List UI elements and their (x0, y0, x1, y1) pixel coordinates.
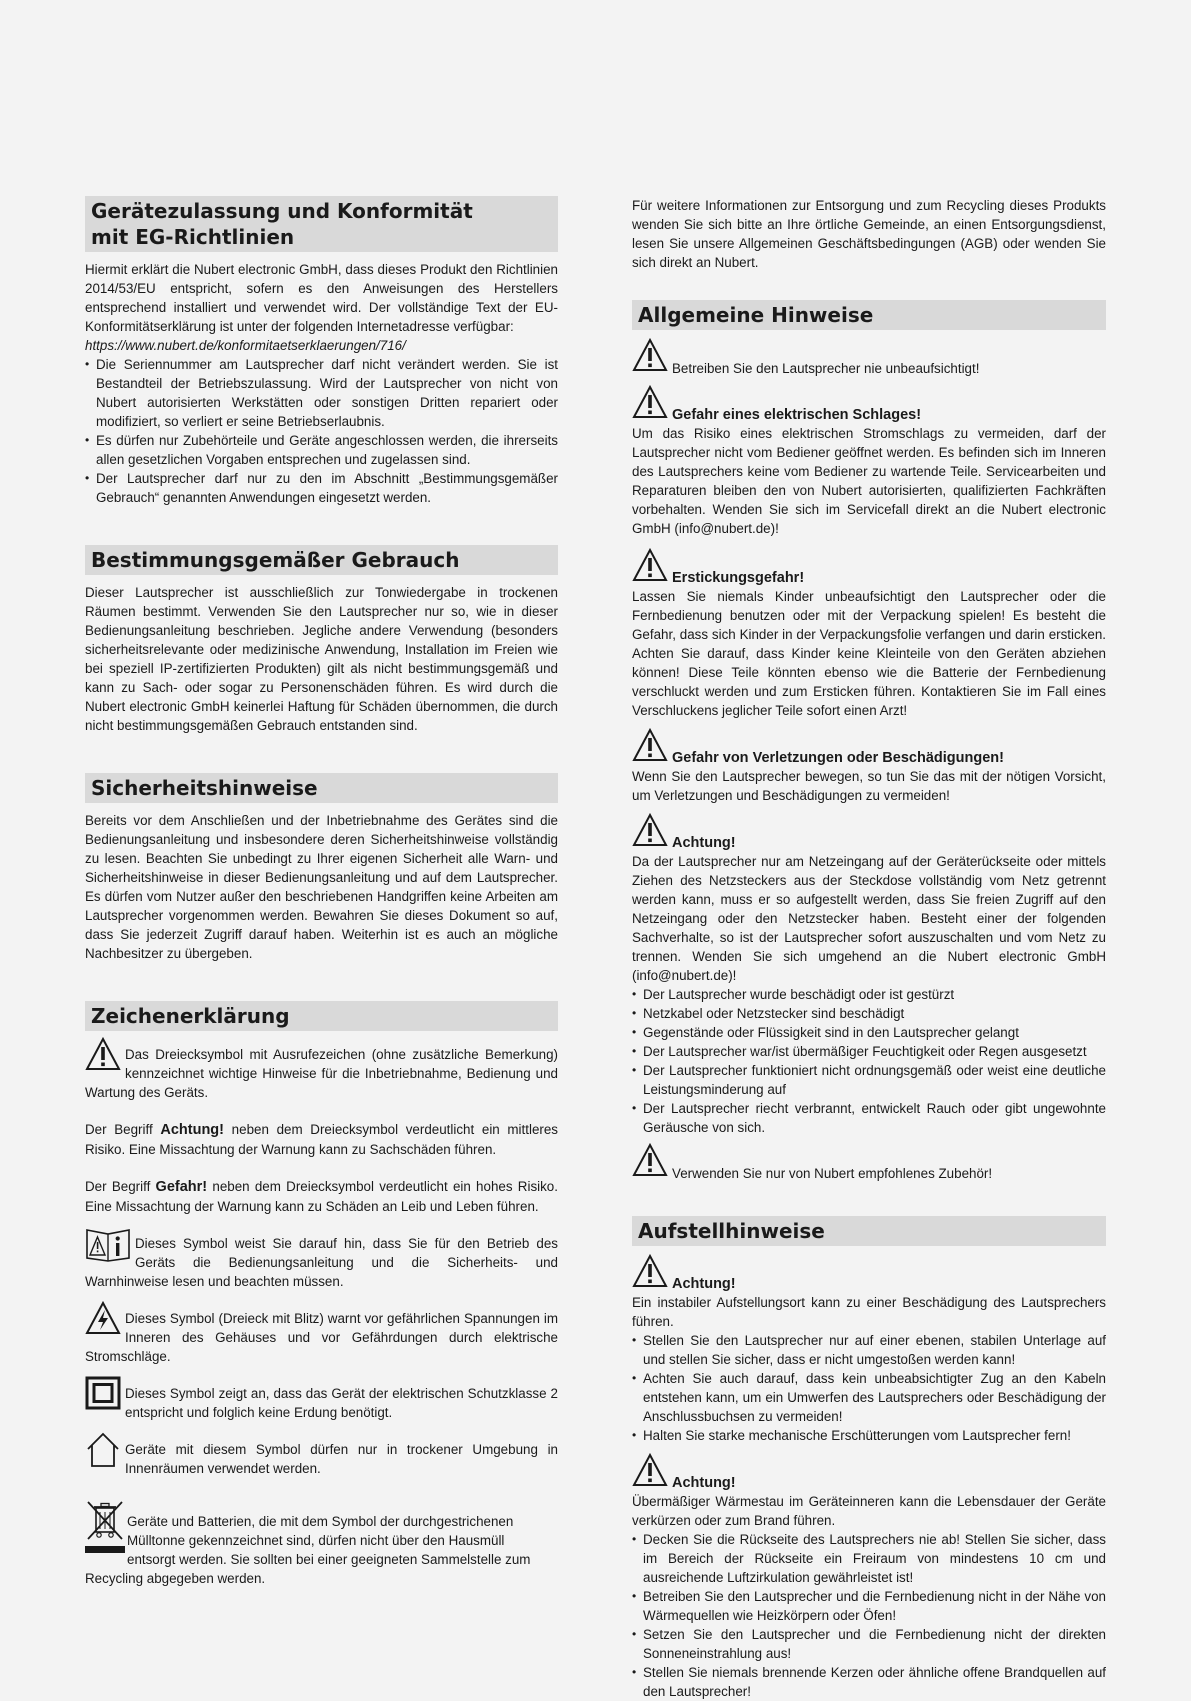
ersticken-text: Lassen Sie niemals Kinder unbeaufsichtigt den Lautsprecher oder die Fernbedienung benutzen oder mit der Verpackung spielen! Es besteht die Gefahr, dass sich Kinder in der Verpackungsfolie verfangen und darin ersticken. Achten Sie darauf, dass Kinder keine Kleinteile von den Geräten abziehen können! Diese Teile könnten ebenso wie die Batterie der Fernbedienung verschluckt werden und zum Ersticken führen. Kontaktieren Sie im Fall eines Verschluckens jeglicher Teile sofort einen Arzt! (632, 589, 1106, 718)
indoor-house-icon (85, 1432, 121, 1473)
aufstell-list-1 (632, 1331, 1106, 1445)
right-column (632, 196, 1106, 1701)
heading-gebrauch: Bestimmungsgemäßer Gebrauch (85, 545, 558, 575)
crossed-bin-icon (85, 1500, 125, 1547)
warn-unbeaufsichtigt: Betreiben Sie den Lautsprecher nie unbeaufsichtigt! (632, 338, 1106, 377)
sicherheit-text: Bereits vor dem Anschließen und der Inbetriebnahme des Gerätes sind die Bedienungsanleitung und insbesondere deren Sicherheitshinweise vollständig zu lesen. Beachten Sie unbedingt zu Ihrer eigenen Sicherheit alle Warn- und Sicherheitshinweise in dieser Bedienungsanleitung und auf dem Lautsprecher. Es dürfen vom Nutzer außer den beschriebenen Handgriffen keine Arbeiten am Lautsprecher vorgenommen werden. Bewahren Sie dieses Dokument so auf, dass Sie jederzeit Zugriff darauf haben. Weiterhin ist es auch an mögliche Nachbesitzer zu übergeben. (85, 813, 558, 961)
warning-triangle-icon (632, 338, 668, 377)
symbol-schutzklasse: Dieses Symbol zeigt an, dass das Gerät der elektrischen Schutzklasse 2 entspricht und folglich keine Erdung benötigt. (85, 1384, 558, 1422)
black-bar (85, 1546, 125, 1553)
warning-triangle-icon (632, 548, 668, 587)
list-item: • Decken Sie die Rückseite des Lautsprechers nie ab! Stellen Sie sicher, dass im Bereich der Rückseite ein Freiraum von mindestens 10 cm und ausreichende Luftzirkulation gewährleistet ist! (632, 1530, 1106, 1587)
konformitaet-url[interactable]: https://www.nubert.de/konformitaetserklaerungen/716/ (85, 338, 406, 353)
heading-zeichen: Zeichenerklärung (85, 1001, 558, 1031)
list-item: • Stellen Sie niemals brennende Kerzen oder ähnliche offene Brandquellen auf den Lautsprecher! (632, 1663, 1106, 1701)
warning-triangle-icon (632, 728, 668, 767)
list-item: • Betreiben Sie den Lautsprecher und die Fernbedienung nicht in der Nähe von Wärmequellen wie Heizkörpern oder Öfen! (632, 1587, 1106, 1625)
list-item: • Netzkabel oder Netzstecker sind beschädigt (632, 1004, 1106, 1023)
aufstell-achtung2-text: Übermäßiger Wärmestau im Geräteinneren kann die Lebensdauer der Geräte verkürzen oder zum Brand führen. (632, 1494, 1106, 1528)
list-item: • Der Lautsprecher riecht verbrannt, entwickelt Rauch oder gibt ungewohnte Geräusche von sich. (632, 1099, 1106, 1137)
list-item: • Der Lautsprecher wurde beschädigt oder ist gestürzt (632, 985, 1106, 1004)
konformitaet-intro: Hiermit erklärt die Nubert electronic GmbH, dass dieses Produkt den Richtlinien 2014/53/EU entspricht, sofern es den Anweisungen des Herstellers entsprechend installiert und verwendet wird. Der vollständige Text der EU-Konformitätserklärung ist unter der folgenden Internetadresse verfügbar: (85, 262, 558, 334)
warn-schlag: Gefahr eines elektrischen Schlages! (632, 385, 1106, 424)
list-item: • Achten Sie auch darauf, dass kein unbeabsichtigter Zug an den Kabeln entstehen kann, um ein Umwerfen des Lautsprechers oder Beschädigung der Anschlussbuchsen zu vermeiden! (632, 1369, 1106, 1426)
warn-achtung: Achtung! (632, 813, 1106, 852)
warning-triangle-icon (632, 1254, 668, 1293)
warn-ersticken: Erstickungsgefahr! (632, 548, 1106, 587)
manual-info-icon (85, 1226, 131, 1267)
gefahr-erklaerung: Der Begriff Gefahr! neben dem Dreiecksymbol verdeutlicht ein hohes Risiko. Eine Missachtung der Warnung kann zu Schäden an Leib und Leben führen. (85, 1179, 558, 1214)
list-item: • Halten Sie starke mechanische Erschütterungen vom Lautsprecher fern! (632, 1426, 1106, 1445)
symbol-info: Dieses Symbol weist Sie darauf hin, dass Sie für den Betrieb des Geräts die Bedienungsanleitung und die Sicherheits- und Warnhinweise lesen und beachten müssen. (85, 1234, 558, 1291)
symbol-haus: Geräte mit diesem Symbol dürfen nur in trockener Umgebung in Innenräumen verwendet werden. (85, 1440, 558, 1478)
warning-triangle-icon (632, 1453, 668, 1492)
schlag-text: Um das Risiko eines elektrischen Stromschlags zu vermeiden, darf der Lautsprecher nicht vom Bediener geöffnet werden. Es befinden sich im Inneren des Lautsprechers keine vom Bediener zu wartende Teile. Servicearbeiten und Reparaturen bleiben den von Nubert autorisierten, qualifizierten Fachkräften vorbehalten. Wenden Sie sich im Servicefall direkt an die Nubert electronic GmbH (info@nubert.de)! (632, 426, 1106, 536)
symbol-muell: Geräte und Batterien, die mit dem Symbol der durchgestrichenen Mülltonne gekennzeichnet sind, dürfen nicht über den Hausmüll entsorgt werden. Sie sollten bei einer geeigneten Sammelstelle zum Recycling abgegeben werden. (85, 1500, 558, 1582)
aufstell-achtung1-text: Ein instabiler Aufstellungsort kann zu einer Beschädigung des Lautsprechers führen. (632, 1295, 1106, 1329)
warning-triangle-icon (85, 1037, 121, 1076)
list-item: • Der Lautsprecher darf nur zu den im Abschnitt „Bestimmungsgemäßer Gebrauch“ genannten Anwendungen eingesetzt werden. (85, 469, 558, 507)
heading-konformitaet: Gerätezulassung und Konformität mit EG-Richtlinien (85, 196, 558, 252)
gebrauch-text: Dieser Lautsprecher ist ausschließlich zur Tonwiedergabe in trockenen Räumen bestimmt. Verwenden Sie den Lautsprecher nur so, wie in dieser Bedienungsanleitung beschrieben. Jegliche andere Verwendung (besonders sicherheitsrelevante oder medizinische Anwendung, Installation im Freien wie bei speziell IP-zertifizierten Produkten) gilt als nicht bestimmungsgemäß und kann zu Sach- oder sogar zu Personenschäden führen. Es wird durch die Nubert electronic GmbH keinerlei Haftung für Schäden übernommen, die durch nicht bestimmungsgemäßen Gebrauch entstanden sind. (85, 585, 558, 733)
protection-class-2-icon (85, 1376, 121, 1415)
list-item: • Der Lautsprecher funktioniert nicht ordnungsgemäß oder weist eine deutliche Leistungsminderung auf (632, 1061, 1106, 1099)
entsorgung-text: Für weitere Informationen zur Entsorgung und zum Recycling dieses Produkts wenden Sie sich bitte an Ihre örtliche Gemeinde, an einen Entsorgungsdienst, lesen Sie unsere Allgemeinen Geschäftsbedingungen (AGB) oder wenden Sie sich direkt an Nubert. (632, 198, 1106, 270)
list-item: • Gegenstände oder Flüssigkeit sind in den Lautsprecher gelangt (632, 1023, 1106, 1042)
heading-aufstell: Aufstellhinweise (632, 1216, 1106, 1246)
verletzung-text: Wenn Sie den Lautsprecher bewegen, so tun Sie das mit der nötigen Vorsicht, um Verletzungen und Beschädigungen zu vermeiden! (632, 769, 1106, 803)
warning-triangle-icon (632, 385, 668, 424)
heading-allgemein: Allgemeine Hinweise (632, 300, 1106, 330)
konformitaet-list (85, 355, 558, 507)
warn-zubehoer: Verwenden Sie nur von Nubert empfohlenes Zubehör! (632, 1143, 1106, 1182)
aufstell-list-2 (632, 1530, 1106, 1701)
symbol-dreieck: Das Dreiecksymbol mit Ausrufezeichen (ohne zusätzliche Bemerkung) kennzeichnet wichtige Hinweise für die Inbetriebnahme, Bedienung und Wartung des Geräts. (85, 1045, 558, 1102)
lightning-triangle-icon (85, 1301, 121, 1340)
list-item: • Es dürfen nur Zubehörteile und Geräte angeschlossen werden, die ihrerseits allen gesetzlichen Vorgaben entsprechen und zugelassen sind. (85, 431, 558, 469)
list-item: • Stellen Sie den Lautsprecher nur auf einer ebenen, stabilen Unterlage auf und stellen Sie sicher, dass er nicht umgestoßen werden kann! (632, 1331, 1106, 1369)
left-column (85, 196, 558, 1586)
heading-sicherheit: Sicherheitshinweise (85, 773, 558, 803)
warning-triangle-icon (632, 1143, 668, 1182)
warn-achtung-aufstell-1: Achtung! (632, 1254, 1106, 1293)
list-item: • Setzen Sie den Lautsprecher und die Fernbedienung nicht der direkten Sonneneinstrahlung aus! (632, 1625, 1106, 1663)
warn-verletzung: Gefahr von Verletzungen oder Beschädigungen! (632, 728, 1106, 767)
list-item: • Die Seriennummer am Lautsprecher darf nicht verändert werden. Sie ist Bestandteil der Betriebszulassung. Wird der Lautsprecher von nicht von Nubert autorisierten Werkstätten oder sonstigen Dritten repariert oder modifiziert, so verliert er seine Betriebserlaubnis. (85, 355, 558, 431)
symbol-blitz: Dieses Symbol (Dreieck mit Blitz) warnt vor gefährlichen Spannungen im Inneren des Gehäuses und vor Gefährdungen durch elektrische Stromschläge. (85, 1309, 558, 1366)
achtung-text: Da der Lautsprecher nur am Netzeingang auf der Geräterückseite oder mittels Ziehen des Netzsteckers aus der Steckdose vollständig vom Netz getrennt werden kann, muss er so aufgestellt werden, dass Sie freien Zugriff auf den Netzeingang oder den Netzstecker haben. Besteht einer der folgenden Sachverhalte, so ist der Lautsprecher sofort auszuschalten und vom Netz zu trennen. Wenden Sie sich umgehend an die Nubert electronic GmbH (info@nubert.de)! (632, 854, 1106, 983)
list-item: • Der Lautsprecher war/ist übermäßiger Feuchtigkeit oder Regen ausgesetzt (632, 1042, 1106, 1061)
achtung-erklaerung: Der Begriff Achtung! neben dem Dreiecksymbol verdeutlicht ein mittleres Risiko. Eine Missachtung der Warnung kann zu Sachschäden führen. (85, 1122, 558, 1157)
warning-triangle-icon (632, 813, 668, 852)
warn-achtung-aufstell-2: Achtung! (632, 1453, 1106, 1492)
achtung-list (632, 985, 1106, 1137)
